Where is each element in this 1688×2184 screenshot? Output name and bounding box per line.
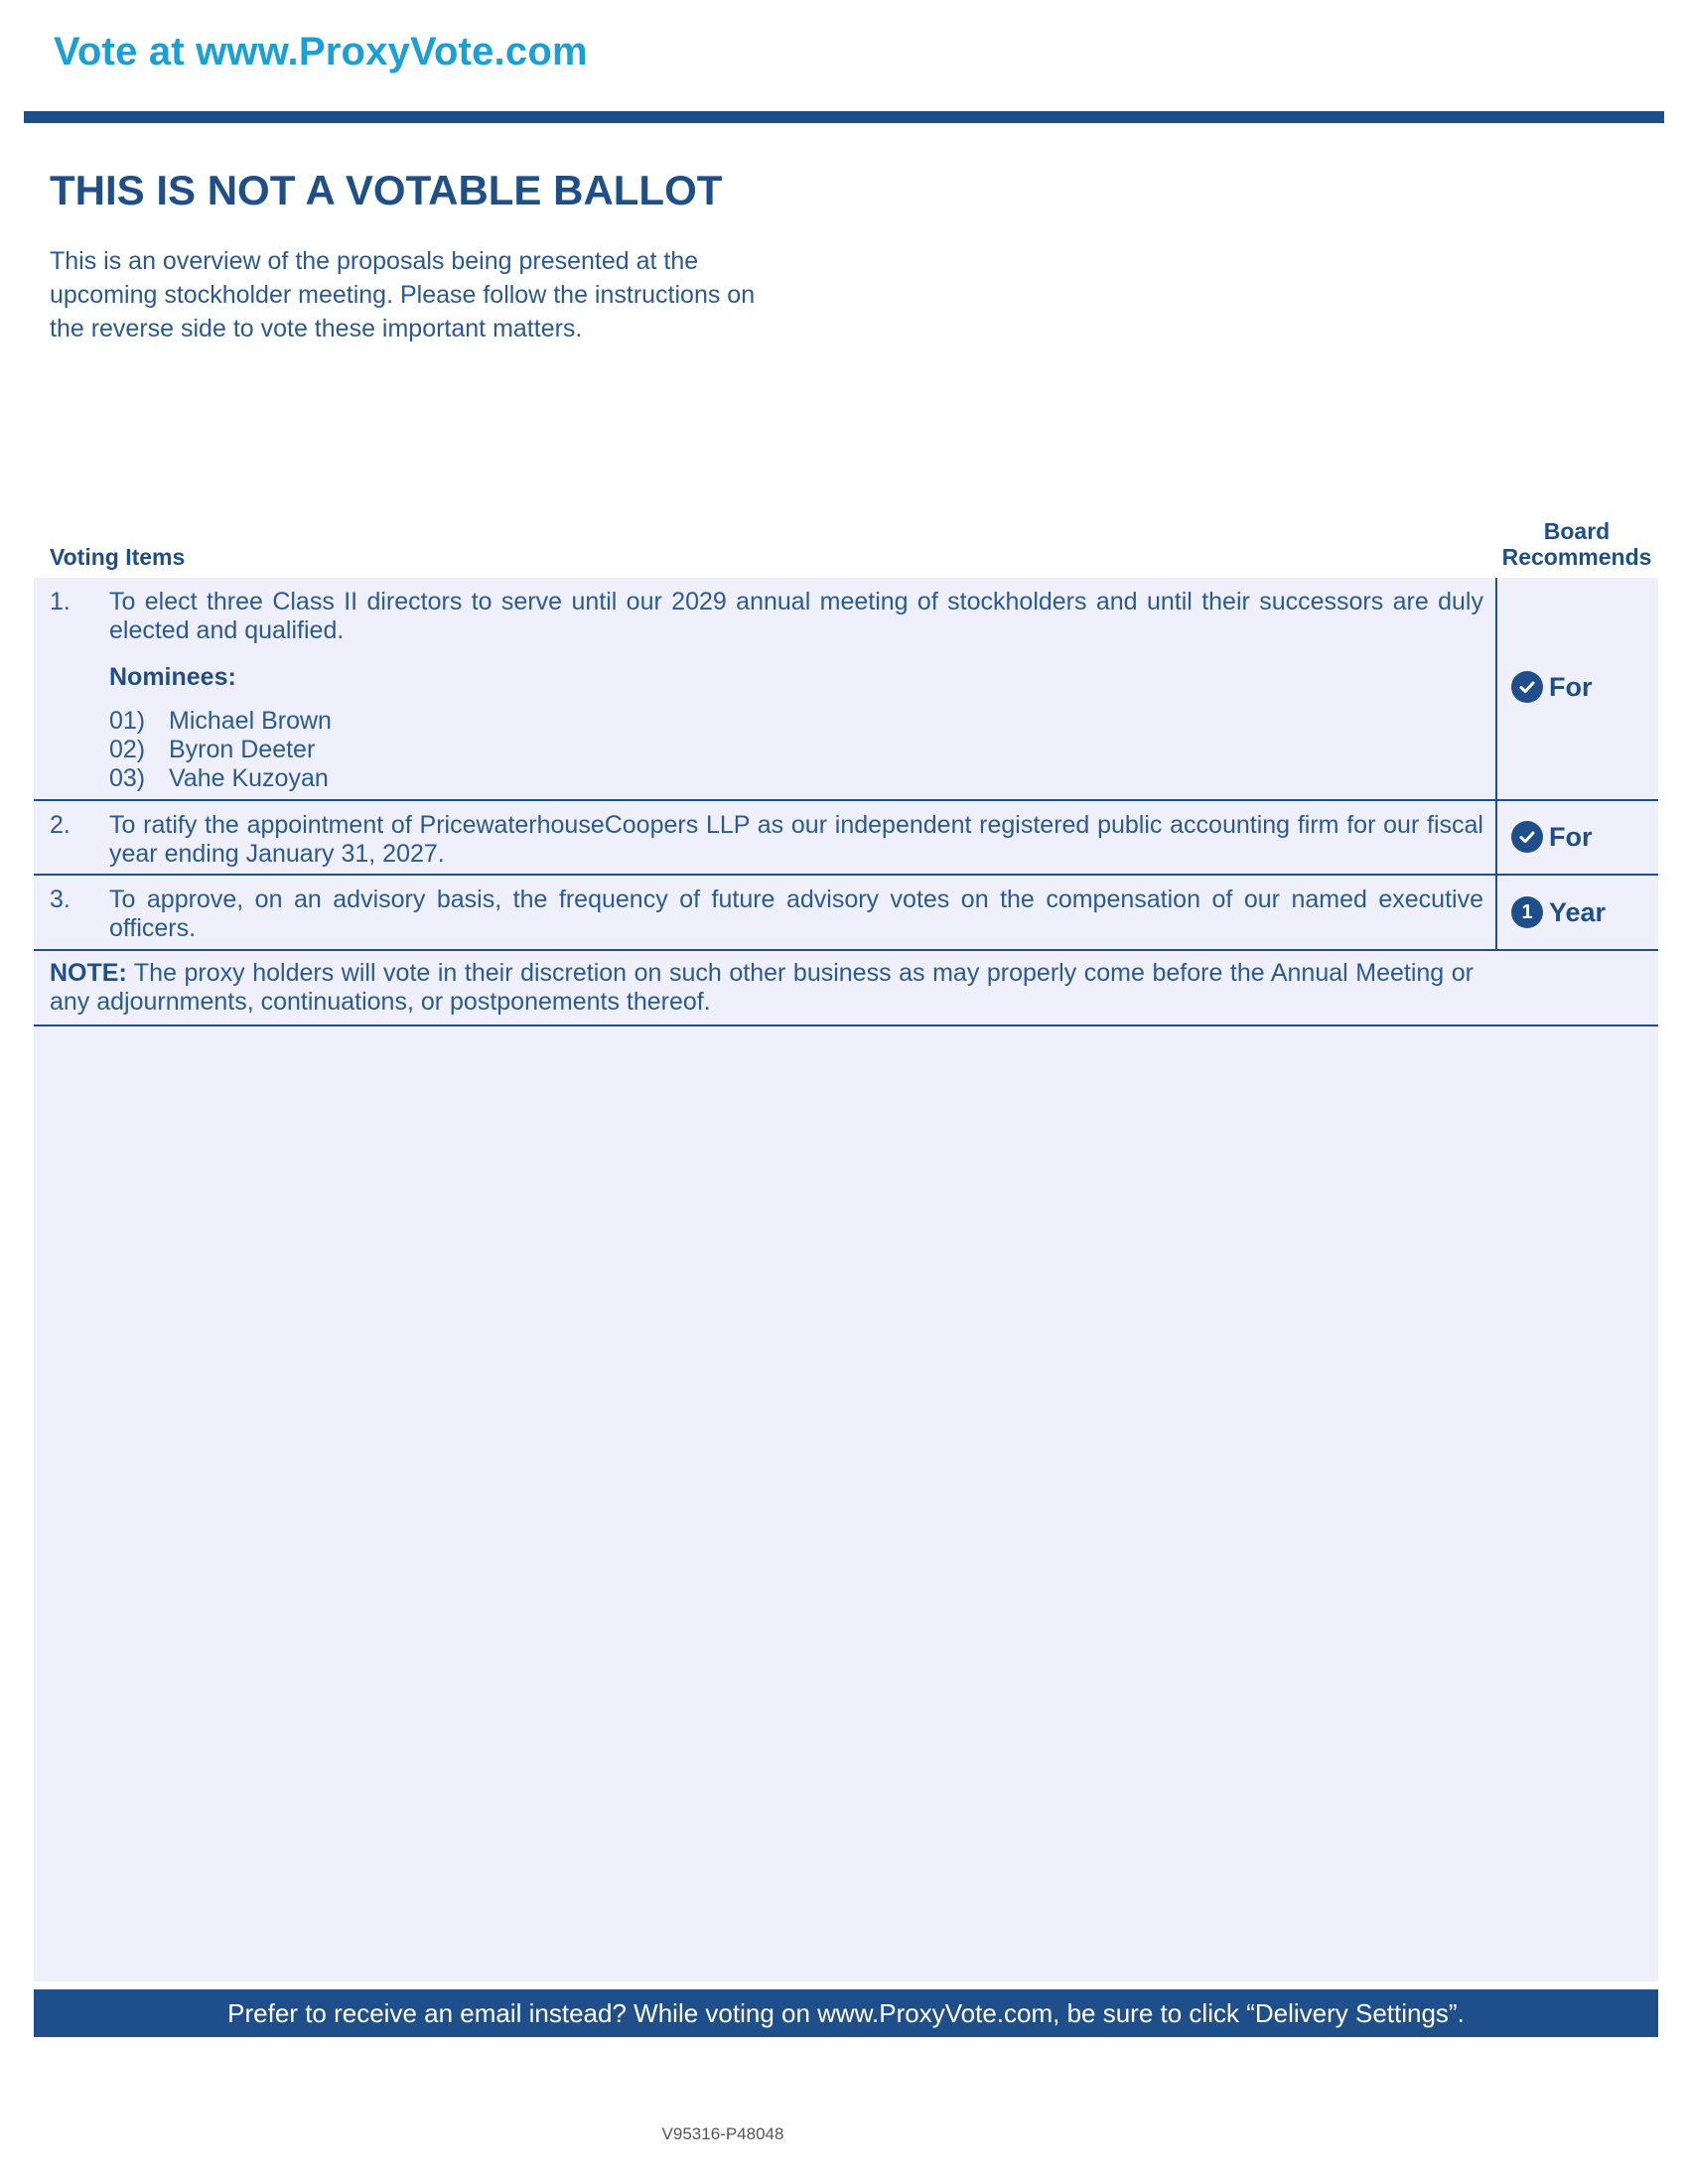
nominee-item bbox=[109, 707, 332, 736]
recommendation bbox=[1511, 671, 1593, 703]
intro-line: This is an overview of the proposals being presented at the bbox=[50, 247, 699, 275]
board-recommends-label bbox=[1487, 518, 1666, 570]
vote-url-heading: Vote at www.ProxyVote.com bbox=[54, 30, 588, 73]
voting-item-row bbox=[34, 876, 1658, 951]
voting-item-row bbox=[34, 578, 1658, 801]
nominee-number: 01) bbox=[109, 707, 146, 735]
recommendation-cell bbox=[1495, 578, 1660, 799]
page-title: THIS IS NOT A VOTABLE BALLOT bbox=[50, 167, 723, 213]
nominee-number: 03) bbox=[109, 764, 146, 792]
email-delivery-text: Prefer to receive an email instead? While voting on www.ProxyVote.com, be sure to click “Delivery Settings”. bbox=[227, 1997, 1465, 2028]
checkmark-circle-icon bbox=[1511, 671, 1543, 703]
item-text: To elect three Class II directors to serve until our 2029 annual meeting of stockholders and until their successors are duly elected and qualified. bbox=[109, 588, 1483, 644]
recommendation-label: For bbox=[1549, 671, 1593, 702]
recommendation-cell bbox=[1495, 801, 1660, 874]
nominee-name: Michael Brown bbox=[169, 707, 332, 735]
recommendation bbox=[1511, 896, 1606, 928]
header-divider bbox=[24, 111, 1664, 123]
voting-item-row bbox=[34, 801, 1658, 876]
item-text: To approve, on an advisory basis, the frequency of future advisory votes on the compensation of our named executive officers. bbox=[109, 886, 1483, 942]
nominee-item bbox=[109, 736, 315, 764]
intro-paragraph bbox=[50, 244, 854, 345]
item-number: 1. bbox=[50, 588, 70, 615]
nominee-name: Byron Deeter bbox=[169, 736, 316, 763]
nominee-item bbox=[109, 764, 329, 793]
nominee-number: 02) bbox=[109, 736, 146, 763]
checkmark-circle-icon bbox=[1511, 821, 1543, 853]
document-code: V95316-P48048 bbox=[661, 2124, 784, 2143]
recommendation-cell bbox=[1495, 876, 1660, 949]
badge-number: 1 bbox=[1521, 901, 1533, 923]
intro-line: upcoming stockholder meeting. Please follow the instructions on bbox=[50, 281, 756, 309]
recommendation bbox=[1511, 821, 1593, 853]
nominees-heading: Nominees: bbox=[109, 663, 236, 691]
recommendation-label: Year bbox=[1549, 896, 1607, 927]
note-body: The proxy holders will vote in their discretion on such other business as may properly come before the Annual Meeting or any adjournments, continuations, or postponements thereof. bbox=[50, 959, 1474, 1016]
voting-items-label: Voting Items bbox=[50, 544, 186, 570]
intro-line: the reverse side to vote these important matters. bbox=[50, 315, 583, 342]
nominee-name: Vahe Kuzoyan bbox=[169, 764, 329, 792]
board-recommends-line: Board bbox=[1543, 518, 1611, 544]
email-delivery-banner bbox=[34, 1989, 1658, 2037]
board-recommends-line: Recommends bbox=[1501, 544, 1652, 570]
recommendation-label: For bbox=[1549, 821, 1593, 852]
item-text: To ratify the appointment of PricewaterhouseCoopers LLP as our independent registered public accounting firm for our fiscal year ending January 31, 2027. bbox=[109, 811, 1483, 868]
note-text bbox=[50, 959, 1474, 1017]
number-circle-icon bbox=[1511, 896, 1543, 928]
item-number: 3. bbox=[50, 886, 70, 913]
note-label: NOTE: bbox=[50, 959, 127, 987]
item-number: 2. bbox=[50, 811, 70, 839]
